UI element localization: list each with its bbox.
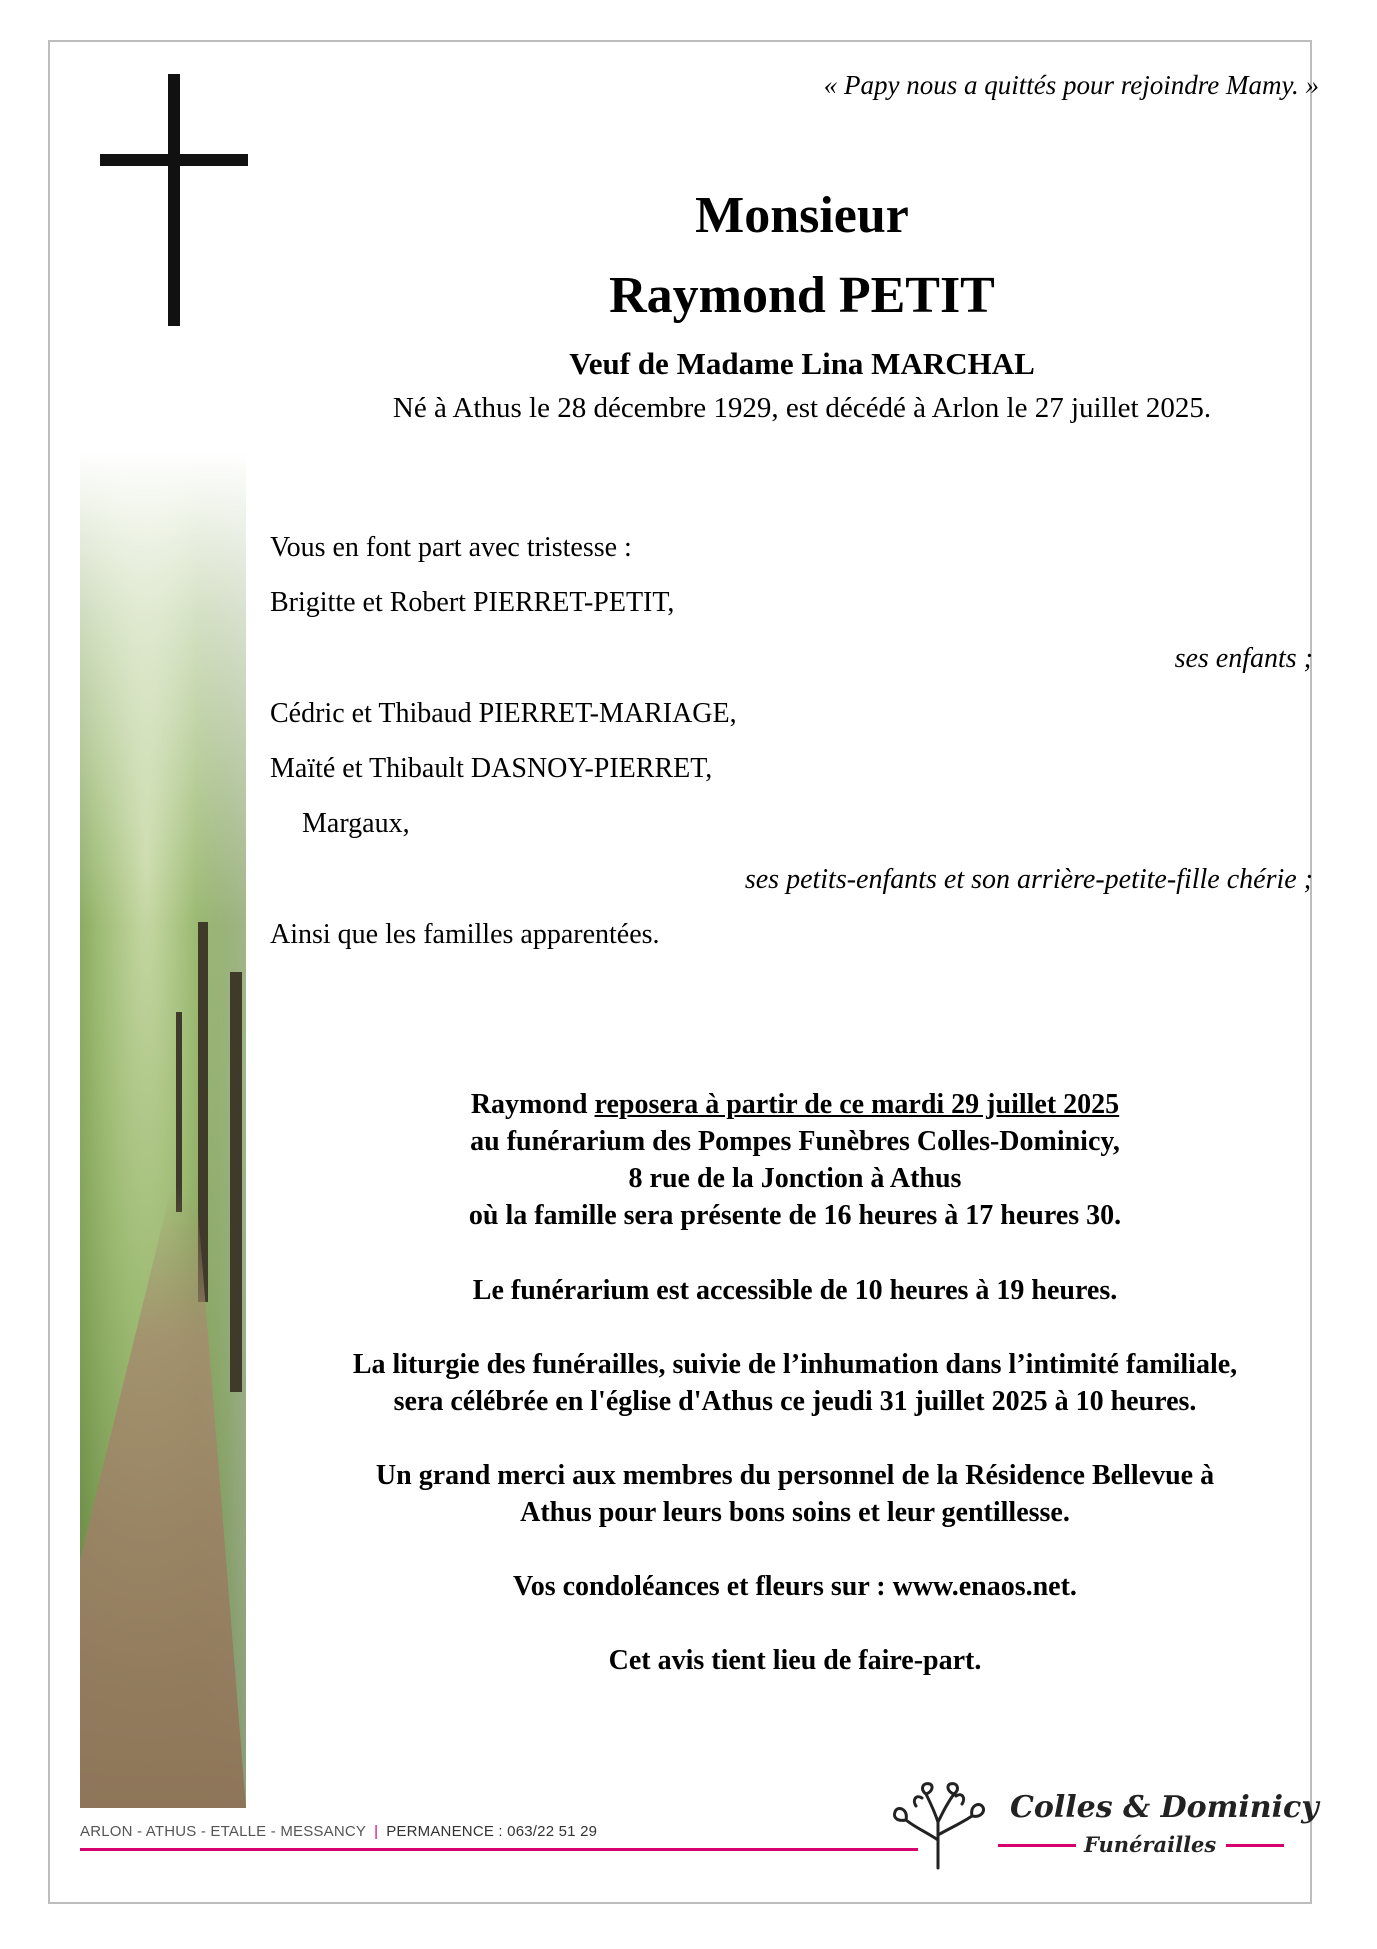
- family-grandchildren-1: Cédric et Thibaud PIERRET-MARIAGE,: [270, 698, 737, 729]
- liturgy-line-2: sera célébrée en l'église d'Athus ce jeudi 31 juillet 2025 à 10 heures.: [393, 1386, 1197, 1417]
- forest-path-image: [80, 452, 246, 1808]
- brand-bar-right: [1226, 1844, 1284, 1847]
- thanks-line-1: Un grand merci aux membres du personnel de la Résidence Bellevue à: [375, 1460, 1215, 1491]
- brand-logo: [886, 1780, 1319, 1870]
- access-text: Le funérarium est accessible de 10 heures à 19 heures.: [472, 1275, 1118, 1306]
- rest-date: reposera à partir de ce mardi 29 juillet 2025: [594, 1089, 1120, 1120]
- thanks-block: [250, 1457, 1340, 1531]
- footer-locations: ARLON - ATHUS - ETALLE - MESSANCY: [80, 1823, 367, 1840]
- rest-line-2: au funérarium des Pompes Funèbres Colles-Dominicy,: [470, 1126, 1120, 1157]
- deceased-spouse: Veuf de Madame Lina MARCHAL: [569, 346, 1035, 381]
- notice-text: Cet avis tient lieu de faire-part.: [608, 1645, 982, 1676]
- thanks-line-2: Athus pour leurs bons soins et leur gentillesse.: [520, 1497, 1070, 1528]
- family-children: Brigitte et Robert PIERRET-PETIT,: [270, 587, 675, 618]
- brand-subtitle: Funérailles: [1084, 1832, 1217, 1857]
- family-intro: Vous en font part avec tristesse :: [270, 532, 632, 563]
- deceased-dates: Né à Athus le 28 décembre 1929, est décédé à Arlon le 27 juillet 2025.: [392, 392, 1212, 424]
- liturgy-block: [250, 1346, 1340, 1420]
- tree-logo-icon: [886, 1780, 990, 1870]
- family-grandchildren-2: Maïté et Thibault DASNOY-PIERRET,: [270, 753, 713, 784]
- family-great-grandchild: Margaux,: [302, 808, 410, 839]
- deceased-title: Monsieur: [695, 187, 909, 244]
- rest-block: [250, 1086, 1340, 1234]
- cross-icon: [100, 74, 248, 326]
- footer-separator: |: [374, 1823, 379, 1840]
- rest-name: Raymond: [470, 1089, 588, 1120]
- deceased-name: Raymond PETIT: [609, 267, 995, 324]
- family-children-label: ses enfants ;: [1174, 643, 1313, 674]
- footer-permanence: PERMANENCE : 063/22 51 29: [386, 1823, 598, 1840]
- brand-name: Colles & Dominicy: [1010, 1790, 1319, 1825]
- header-quote: « Papy nous a quittés pour rejoindre Mamy. »: [823, 70, 1319, 100]
- family-grandchildren-label: ses petits-enfants et son arrière-petite-fille chérie ;: [744, 864, 1313, 895]
- rest-line-4: où la famille sera présente de 16 heures à 17 heures 30.: [468, 1200, 1122, 1231]
- footer-divider: [80, 1848, 918, 1851]
- liturgy-line-1: La liturgie des funérailles, suivie de l’inhumation dans l’intimité familiale,: [352, 1349, 1238, 1380]
- family-relatives: Ainsi que les familles apparentées.: [270, 919, 660, 950]
- condolences-text: Vos condoléances et fleurs sur : www.enaos.net.: [513, 1571, 1077, 1602]
- footer-contact: [80, 1823, 597, 1840]
- brand-bar-left: [998, 1844, 1076, 1847]
- rest-line-3: 8 rue de la Jonction à Athus: [628, 1163, 962, 1194]
